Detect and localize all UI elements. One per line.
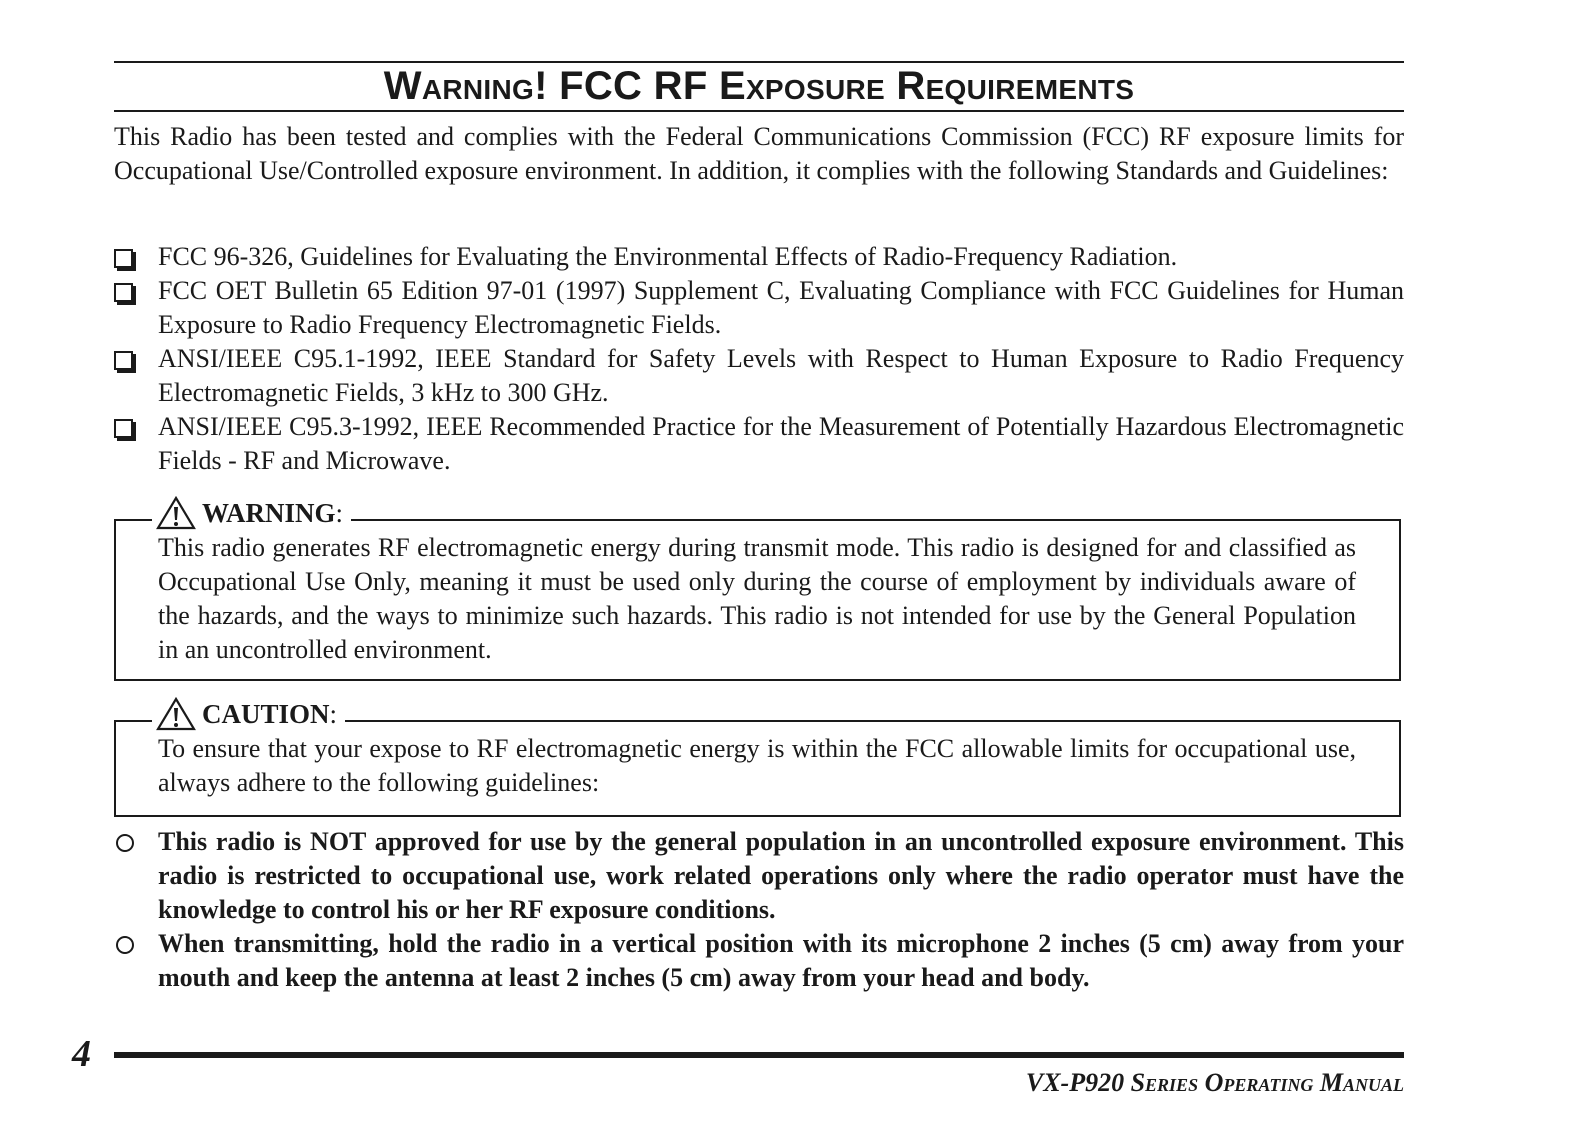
guideline-text: This radio is NOT approved for use by the general population in an uncontrolled exposure environment. This radio is restricted to occupational use, work related operations only where the radio operator must have the knowledge to control his or her RF exposure conditions. [158,827,1404,924]
warning-label: WARNING [202,497,336,528]
standards-list [114,240,1404,478]
checkbox-bullet-icon [114,283,133,302]
standards-list-item [114,274,1404,342]
title-bottom-rule [114,110,1404,112]
warning-colon: : [335,497,344,528]
footer-manual-title: VX-P920 Series Operating Manual [1025,1068,1404,1097]
warning-triangle-icon [156,496,196,530]
guidelines-list-item [114,927,1404,995]
checkbox-bullet-icon [114,419,133,438]
warning-triangle-icon [156,697,196,731]
guidelines-list [114,825,1404,995]
warning-text: This radio generates RF electromagnetic energy during transmit mode. This radio is designed for and classified as Occupational Use Only, meaning it must be used only during the course of employment by individuals aware of the hazards, and the ways to minimize such hazards. This radio is not intended for use by the General Population in an uncontrolled environment. [158,533,1356,664]
caution-box [114,698,1401,817]
intro-paragraph: This Radio has been tested and complies with the Federal Communications Commission (FCC) RF exposure limits for Occupational Use/Controlled exposure environment. In addition, it complies with the following Standards and Guidelines: [114,122,1404,185]
circle-bullet-icon [116,834,134,852]
footer-rule [114,1052,1404,1058]
standard-text: FCC OET Bulletin 65 Edition 97-01 (1997) Supplement C, Evaluating Compliance with FCC Guidelines for Human Exposure to Radio Frequency Electromagnetic Fields. [158,276,1404,339]
warning-box [114,497,1401,681]
caution-text: To ensure that your expose to RF electromagnetic energy is within the FCC allowable limits for occupational use, always adhere to the following guidelines: [158,734,1356,797]
page-number: 4 [72,1033,91,1075]
warning-heading [152,495,351,531]
page-title: Warning! FCC RF Exposure Requirements [383,64,1135,108]
guidelines-list-item [114,825,1404,927]
checkbox-bullet-icon [114,351,133,370]
caution-colon: : [329,698,338,729]
guideline-text: When transmitting, hold the radio in a vertical position with its microphone 2 inches (5 cm) away from your mouth and keep the antenna at least 2 inches (5 cm) away from your head and body. [158,929,1404,992]
standards-list-item [114,342,1404,410]
standard-text: ANSI/IEEE C95.1-1992, IEEE Standard for Safety Levels with Respect to Human Exposure to Radio Frequency Electromagnetic Fields, 3 kHz to 300 GHz. [158,344,1404,407]
caution-label: CAUTION [202,698,330,729]
caution-heading [152,696,345,732]
standard-text: FCC 96-326, Guidelines for Evaluating the Environmental Effects of Radio-Frequency Radiation. [158,242,1178,271]
circle-bullet-icon [116,936,134,954]
standards-list-item [114,410,1404,478]
standard-text: ANSI/IEEE C95.3-1992, IEEE Recommended Practice for the Measurement of Potentially Hazardous Electromagnetic Fields - RF and Microwave. [158,412,1404,475]
standards-list-item [114,240,1404,274]
checkbox-bullet-icon [114,249,133,268]
